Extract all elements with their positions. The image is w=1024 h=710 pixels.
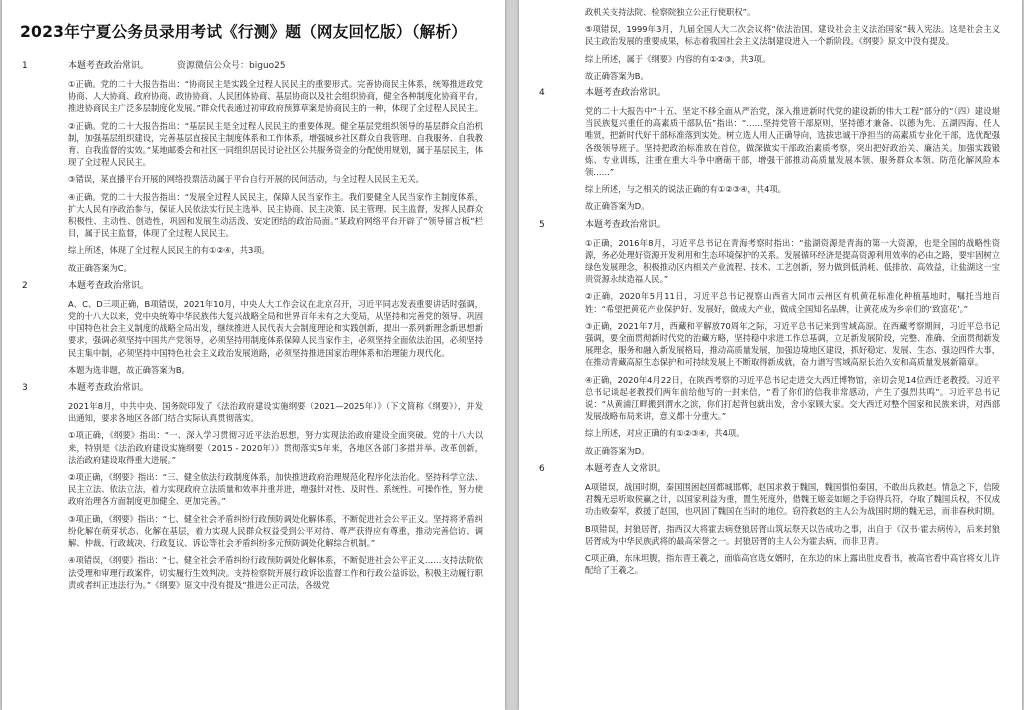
analysis-paragraph: 综上所述，体现了全过程人民民主的有①②④，共3项。 <box>68 245 270 256</box>
analysis-paragraph: ⑤项错误，1999年3月，九届全国人大二次会议将“依法治国，建设社会主义法治国家”载入宪法。这是社会主义民主政治发展的重要成果，标志着我国社会主义法制建设进入一个新阶段。《纲要》原文中没有提及。 <box>585 24 1000 47</box>
question-heading <box>585 463 1000 476</box>
analysis-paragraph: ①正确，2016年8月，习近平总书记在青海考察时指出：“盐湖资源是青海的第一大资源，也是全国的战略性资源，务必处理好资源开发利用和生态环境保护的关系。发展循环经济是提高资源利用效率的必由之路，要牢固树立绿色发展理念，积极推动区内相关产业流程、技术、工艺创新，努力做到低消耗、低排放、高效益，让盐湖这一宝贵资源永续造福人民。” <box>585 237 1000 285</box>
question-number: 4 <box>539 88 545 99</box>
question-topic: 本题考查政治常识。 <box>68 383 150 394</box>
analysis-paragraph: B项错误，封狼居胥，指西汉大将霍去病登狼居胥山筑坛祭天以告成功之事，出自于《汉书·霍去病传》，后来封狼居胥成为中华民族武将的最高荣誉之一。封狼居胥的主人公为霍去病，而非卫青。 <box>585 523 1000 546</box>
question-topic: 本题考查人文常识。 <box>585 463 667 474</box>
analysis-paragraph: 综上所述，属于《纲要》内容的有①②③，共3项。 <box>585 53 771 64</box>
page-right-content <box>519 0 1022 710</box>
question-block <box>20 382 483 591</box>
analysis-paragraph: 综上所述，与之相关的说法正确的有①②③④，共4项。 <box>585 184 786 195</box>
document-page-right <box>519 0 1022 710</box>
analysis-paragraph: ②项正确，《纲要》指出：“三、健全依法行政制度体系，加快推进政府治理规范化程序化法治化。坚持科学立法、民主立法、依法立法，着力实现政府立法质量和效率并重并进，增强针对性、及时性、系统性、可操作性，努力使政府治理各方面制度更加健全、更加完善。” <box>68 472 483 507</box>
document-page-left <box>2 0 505 710</box>
analysis-paragraph: 综上所述，对应正确的有①②③④，共4项。 <box>585 428 745 439</box>
document-title: 2023年宁夏公务员录用考试《行测》题（网友回忆版）（解析） <box>20 23 468 41</box>
analysis-paragraph: ③正确，2021年7月，西藏和平解放70周年之际，习近平总书记来到雪域高原。在西藏考察期间，习近平总书记强调，要全面贯彻新时代党的治藏方略，坚持稳中求进工作总基调，立足新发展阶段，完整、准确、全面贯彻新发展理念，服务和融入新发展格局，推动高质量发展，加强边境地区建设，抓好稳定、发展、生态、强边四件大事，在推动青藏高原生态保护和可持续发展上不断取得新成就，奋力谱写雪域高原长治久安和高质量发展新篇章。 <box>585 320 1000 368</box>
question-topic: 本题考查政治常识。 <box>68 61 150 71</box>
page-left-content <box>2 0 505 710</box>
question-topic: 本题考查政治常识。 <box>585 88 667 99</box>
question-heading <box>68 60 483 73</box>
analysis-paragraph: 政机关支持法院、检察院独立公正行使职权”。 <box>585 7 756 17</box>
question-number: 1 <box>22 61 28 71</box>
analysis-paragraph: ④项错误，《纲要》指出：“七、健全社会矛盾纠纷行政预防调处化解体系，不断促进社会公平正义……支持法院依法受理和审理行政案件，切实履行生效判决。支持检察院开展行政诉讼监督工作和行政公益诉讼，积极主动履行职责或者纠正违法行为。”《纲要》原文中没有提及“推进公正司法，各级党 <box>68 555 483 590</box>
watermark-text: 资源微信公众号：biguo25 <box>177 61 286 71</box>
question-heading <box>68 382 483 395</box>
analysis-paragraph: A项错误，战国时期，秦国围困赵国都城邯郸，赵国求救于魏国，魏国惧怕秦国，不敢出兵救赵。情急之下，信陵君魏无忌听取侯赢之计，以国家利益为重，置生死度外，借魏王姬妾如姬之手窃得兵符，夺取了魏国兵权，不仅成功击败秦军，救援了赵国，也巩固了魏国在当时的地位。窃符救赵的主人公为战国时期的魏无忌，而非春秋时期。 <box>585 481 1000 517</box>
question-block <box>20 60 483 274</box>
question-topic: 本题考查政治常识。 <box>585 219 667 230</box>
analysis-paragraph: 故正确答案为B。 <box>585 70 649 81</box>
question-heading <box>585 219 1000 232</box>
analysis-paragraph: ①正确。党的二十大报告指出：“协商民主是实践全过程人民民主的重要形式。完善协商民主体系，统筹推进政党协商、人大协商、政府协商、政协协商、人民团体协商、基层协商以及社会组织协商，健全各种制度化协商平台，推进协商民主广泛多层制度化发展。”群众代表通过初审政府预算草案是协商民主的一种，体现了全过程人民民主。 <box>68 79 483 114</box>
analysis-paragraph: ④正确，2020年4月22日，在陕西考察的习近平总书记走进交大西迁博物馆，亲切会见14位西迁老教授。习近平总书记谈起老教授们两年前给他写的一封来信，“看了你们的信我非常感动，产生了强烈共鸣”。习近平总书记说：“从黄浦江畔搬到渭水之滨，你们打起背包就出发，舍小家顾大家。交大西迁对整个国家和民族来讲，对西部发展战略布局来讲，意义都十分重大。” <box>585 374 1000 422</box>
analysis-paragraph: ③错误，某直播平台开展的网络投票活动属于平台自行开展的民间活动，与全过程人民民主无关。 <box>68 174 424 185</box>
analysis-paragraph: 故正确答案为C。 <box>68 262 132 273</box>
analysis-paragraph: A、C、D三项正确，B项错误，2021年10月，中央人大工作会议在北京召开，习近平同志发表重要讲话时强调，党的十八大以来，党中央统筹中华民族伟大复兴战略全局和世界百年未有之大变局，从坚持和完善党的领导、巩固中国特色社会主义制度的战略全局出发，继续推进人民代表大会制度理论和实践创新，提出一系列新理念新思想新要求，强调必须坚持中国共产党领导，必须坚持用制度体系保障人民当家作主，必须坚持全面依法治国，必须坚持民主集中制，必须坚持中国特色社会主义政治发展道路，必须坚持推进国家治理体系和治理能力现代化。 <box>68 298 483 358</box>
analysis-paragraph: C项正确，东床坦腹，指东晋王羲之，面临高官选女婿时，在东边的床上露出肚皮看书，被高官看中高官将女儿许配给了王羲之。 <box>585 552 1000 576</box>
question-block <box>537 87 1000 213</box>
question-number: 5 <box>539 219 545 230</box>
analysis-paragraph: ②正确，2020年5月11日，习近平总书记视察山西省大同市云州区有机黄花标准化种植基地时，嘱托当地百姓：“希望把黄花产业保护好、发展好，做成大产业，做成全国知名品牌，让黄花成为乡亲们的‘致富花’。” <box>585 291 1000 314</box>
question-number: 6 <box>539 463 545 474</box>
left-questions <box>20 60 483 591</box>
analysis-paragraph: 故正确答案为D。 <box>585 201 650 212</box>
question-block <box>20 280 483 376</box>
analysis-paragraph: ①项正确，《纲要》指出：“一、深入学习贯彻习近平法治思想，努力实现法治政府建设全面突破。党的十八大以来，特别是《法治政府建设实施纲要（2015 - 2020年）》贯彻落实5年来，各地区各部门多措并举、改革创新，法治政府建设取得重大进展。” <box>68 430 483 465</box>
analysis-paragraph: ④正确。党的二十大报告指出：“发展全过程人民民主，保障人民当家作主。我们要健全人民当家作主制度体系，扩大人民有序政治参与，保证人民依法实行民主选举、民主协商、民主决策、民主管理、民主监督，发挥人民群众积极性、主动性、创造性，巩固和发展生动活泼、安定团结的政治局面。”某政府网络平台开辟了“领导留言板”栏目，属于民主监督，体现了全过程人民民主。 <box>68 191 483 239</box>
question-heading <box>585 87 1000 100</box>
analysis-paragraph: ③项正确，《纲要》指出：“七、健全社会矛盾纠纷行政预防调处化解体系，不断促进社会公平正义。坚持将矛盾纠纷化解在萌芽状态、化解在基层，着力实现人民群众权益受到公平对待、尊严获得应有尊重，推动完善信访、调解、仲裁、行政裁决、行政复议、诉讼等社会矛盾纠纷多元预防调处化解综合机制。” <box>68 513 483 549</box>
question-topic: 本题考查政治常识。 <box>68 280 150 291</box>
question-number: 2 <box>22 280 28 291</box>
analysis-paragraph: 故正确答案为D。 <box>585 445 650 456</box>
analysis-paragraph: 党的二十大报告中“十五、坚定不移全面从严治党，深入推进新时代党的建设新的伟大工程”部分的“（四）建设堪当民族复兴重任的高素质干部队伍”指出：“……坚持党管干部原则，坚持德才兼备、以德为先、五湖四海、任人唯贤，把新时代好干部标准落到实处。树立选人用人正确导向，选拔忠诚干净担当的高素质专业化干部，选优配强各级领导班子。坚持把政治标准放在首位，做深做实干部政治素质考察，突出把好政治关、廉洁关。加强实践锻炼、专业训练，注重在重大斗争中磨砺干部，增强干部推动高质量发展本领、服务群众本领、防范化解风险本领……” <box>585 106 1000 178</box>
analysis-paragraph: ②正确。党的二十大报告指出：“基层民主是全过程人民民主的重要体现。健全基层党组织领导的基层群众自治机制，加强基层组织建设，完善基层直接民主制度体系和工作体系，增强城乡社区群众自我管理、自我服务、自我教育、自我监督的实效。”某地邮委会和社区一同组织居民讨论社区公共服务资金的分配使用规划，属于基层民主，体现了全过程人民民主。 <box>68 120 483 168</box>
analysis-paragraph: 2021年8月，中共中央、国务院印发了《法治政府建设实施纲要（2021—2025年）》（下文简称《纲要》），并发出通知，要求各地区各部门结合实际认真贯彻落实。 <box>68 401 483 424</box>
question-block <box>537 463 1000 576</box>
continued-answer-3 <box>537 6 1000 82</box>
analysis-paragraph: 本题为选非题，故正确答案为B。 <box>68 364 190 375</box>
question-number: 3 <box>22 383 28 394</box>
right-questions <box>537 87 1000 576</box>
question-heading <box>68 280 483 293</box>
question-block <box>537 219 1000 457</box>
